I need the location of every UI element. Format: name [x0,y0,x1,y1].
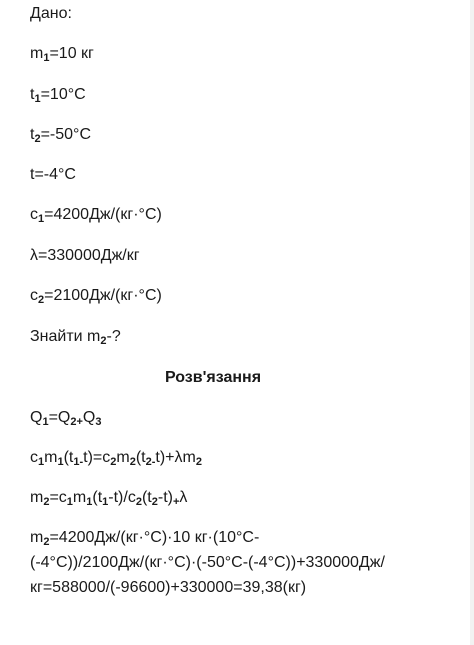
given-temperature-1: $t_1=10^\circ C$ [30,86,86,105]
given-specific-heat-2: $c_2=2100Дж/(кг\cdot^\circ C)$ [30,287,162,306]
given-label: Дано: [30,5,72,22]
calculation-line-2: (-4°C))/2100Дж/(кг·°C)·(-50°C-(-4°C))+330000Дж/ [30,554,385,571]
solution-heading: Розв'язання [164,369,262,386]
given-final-temperature: t=-4°C [30,166,76,183]
mass-formula: $m_2=c_1m_1(t_1-t)/c_2(t_2-t)_+\lambda$ [30,489,188,508]
calculation-line-1: $m_2=4200Дж/(кг\cdot^\circ C)\cdot 10$ кг·(10°C- [30,529,260,548]
given-specific-heat-1: $c_1=4200Дж/(кг\cdot^\circ C)$ [30,206,162,225]
heat-balance-equation: $Q_1=Q_{2+}Q_3$ [30,409,102,428]
given-temperature-2: $t_2=-50^\circ C$ [30,126,91,145]
find-statement: Знайти $m_2-$? [30,328,121,347]
page-edge [470,0,474,645]
given-latent-heat: λ=330000Дж/кг [30,247,140,264]
calculation-line-3: кг=588000/(-96600)+330000=39,38(кг) [30,579,307,596]
given-mass-1: $m_1=10$ кг [30,45,94,64]
expanded-equation: $c_1m_1(t_{1-}t)=c_2m_2(t_{2-}t)+\lambda m_2$ [30,449,202,468]
